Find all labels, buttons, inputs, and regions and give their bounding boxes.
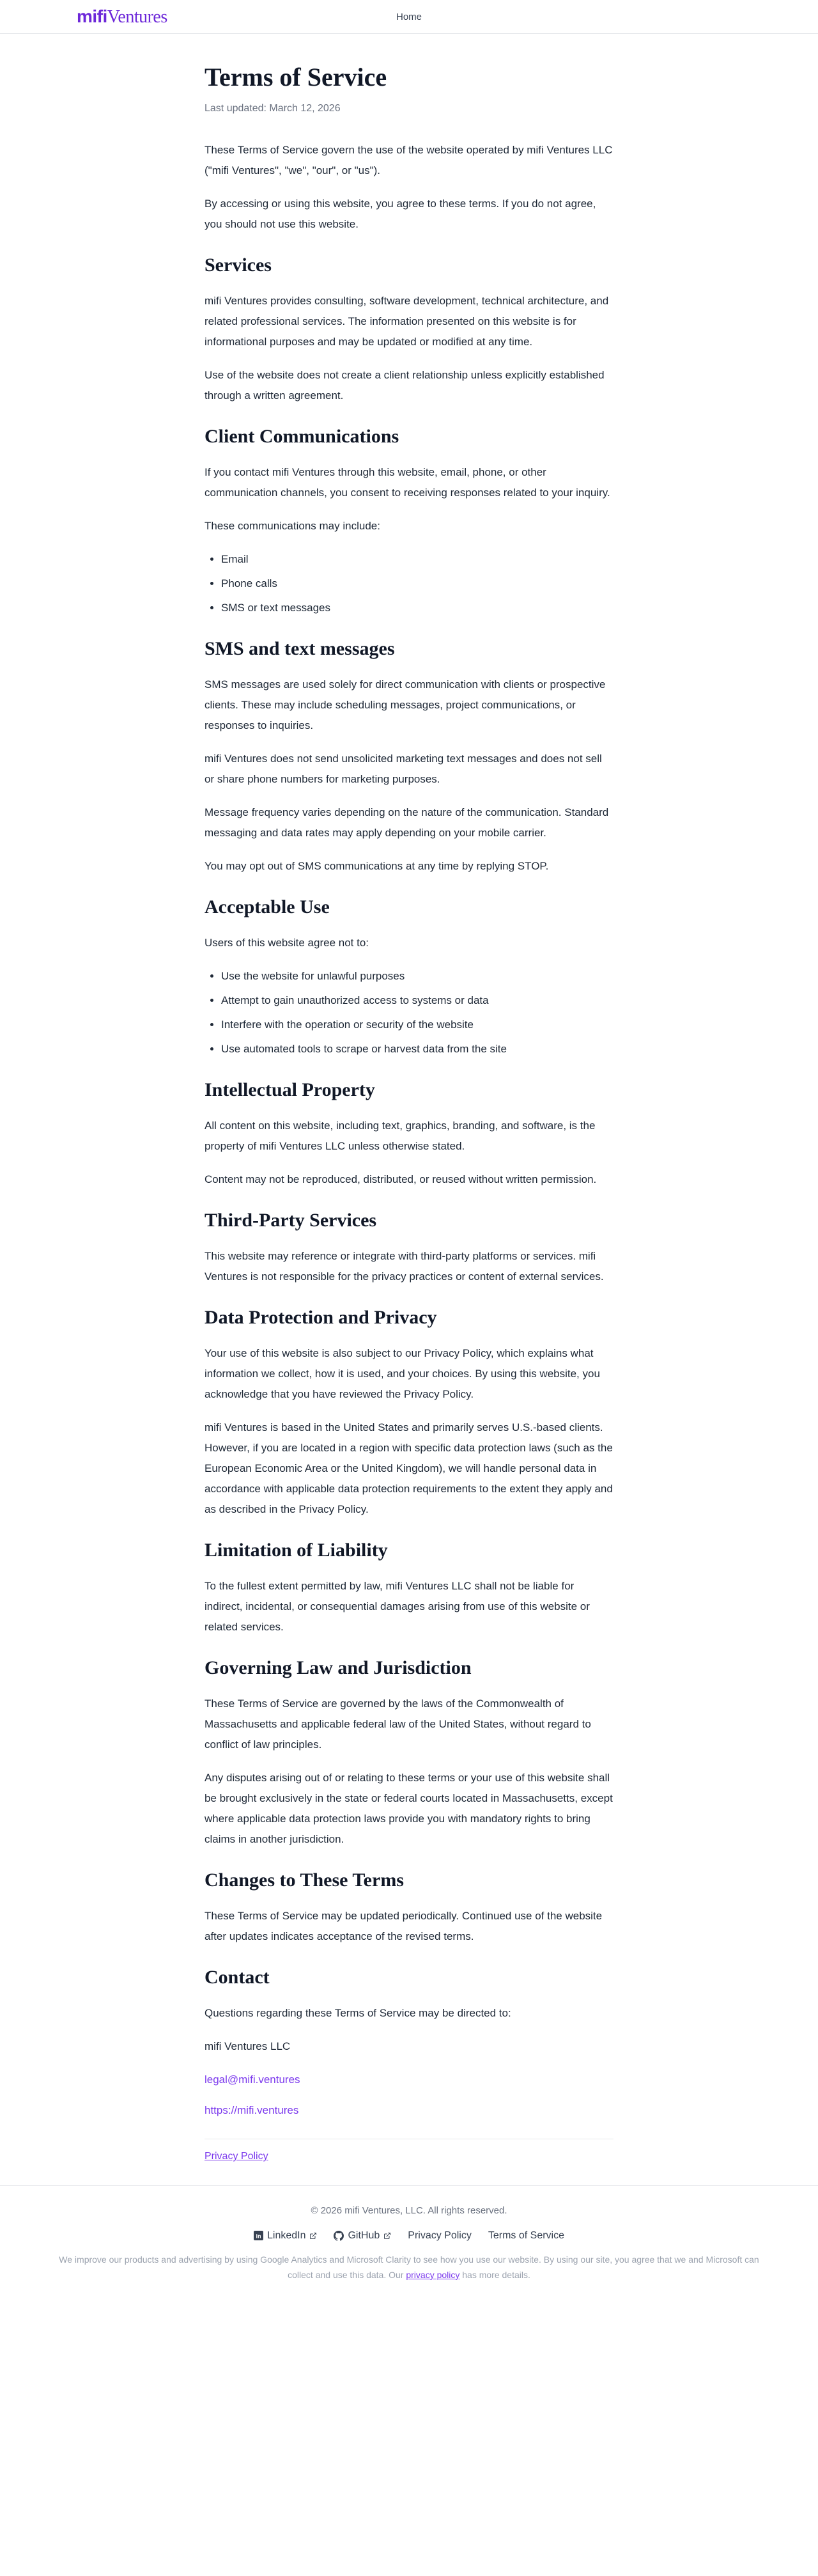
section-heading: Contact bbox=[204, 1967, 270, 1988]
list-item: • Email bbox=[221, 549, 614, 570]
footer-link-github[interactable] bbox=[334, 2230, 391, 2242]
external-link-icon bbox=[383, 2232, 391, 2240]
nav-link-home[interactable]: Home bbox=[396, 11, 422, 22]
section-paragraph: SMS messages are used solely for direct communication with clients or prospective clients. These may include scheduling messages, project communications, or responses to inquiries. bbox=[204, 678, 606, 732]
list-item: • Use the website for unlawful purposes bbox=[221, 966, 614, 987]
section-paragraph: All content on this website, including text, graphics, branding, and software, is the property of mifi Ventures LLC unless otherwise stated. bbox=[204, 1120, 596, 1153]
contact-email-link[interactable]: legal@mifi.ventures bbox=[204, 2073, 300, 2086]
footer-link-label: Privacy Policy bbox=[408, 2229, 472, 2241]
section-intellectual-property bbox=[204, 1079, 614, 1190]
section-heading: Data Protection and Privacy bbox=[204, 1307, 437, 1329]
section-heading: Governing Law and Jurisdiction bbox=[204, 1657, 472, 1679]
analytics-disclosure bbox=[51, 2252, 767, 2283]
copyright-text: © 2026 mifi Ventures, LLC. All rights reserved. bbox=[311, 2205, 507, 2217]
section-paragraph: These Terms of Service are governed by the laws of the Commonwealth of Massachusetts and applicable federal law of the United States, without regard to conflict of law principles. bbox=[204, 1698, 591, 1751]
section-changes bbox=[204, 1869, 614, 1947]
brand-logo[interactable] bbox=[77, 8, 167, 26]
list-item: • Phone calls bbox=[221, 574, 614, 594]
section-heading: Limitation of Liability bbox=[204, 1540, 388, 1561]
terms-of-service-article bbox=[204, 34, 614, 2162]
intro-paragraph: By accessing or using this website, you agree to these terms. If you do not agree, you should not use this website. bbox=[204, 198, 596, 231]
footer-link-terms-of-service[interactable] bbox=[488, 2230, 564, 2242]
section-paragraph: Your use of this website is also subject to our Privacy Policy, which explains what information we collect, how it is used, and your choices. By using this website, you acknowledge that you have reviewed the Privacy Policy. bbox=[204, 1347, 600, 1401]
brand-logo-mifi: mifi bbox=[77, 6, 107, 26]
disclosure-text: We improve our products and advertising by using Google Analytics and Microsoft Clarity to see how you use our website. By using our site, you agree that we and Microsoft can collect and use this data. Our bbox=[59, 2254, 759, 2280]
section-heading: Services bbox=[204, 254, 272, 276]
section-heading: Intellectual Property bbox=[204, 1079, 375, 1101]
linkedin-icon bbox=[254, 2231, 263, 2240]
communications-list bbox=[204, 549, 614, 618]
svg-text:in: in bbox=[256, 2233, 261, 2240]
main-nav bbox=[396, 12, 422, 22]
list-item: • Interfere with the operation or security of the website bbox=[221, 1015, 614, 1035]
contact-website-link[interactable]: https://mifi.ventures bbox=[204, 2104, 299, 2117]
footer-link-label: Terms of Service bbox=[488, 2229, 564, 2241]
section-paragraph: This website may reference or integrate with third-party platforms or services. mifi Ventures is not responsible for the privacy practices or content of external services. bbox=[204, 1250, 604, 1283]
disclosure-text: has more details. bbox=[459, 2269, 530, 2280]
github-icon bbox=[334, 2231, 344, 2241]
section-paragraph: mifi Ventures provides consulting, software development, technical architecture, and related professional services. The information presented on this website is for informational purposes and may be updated or modified at any time. bbox=[204, 295, 609, 348]
section-paragraph: mifi Ventures does not send unsolicited marketing text messages and does not sell or share phone numbers for marketing purposes. bbox=[204, 753, 602, 786]
section-paragraph: Any disputes arising out of or relating to these terms or your use of this website shall be brought exclusively in the state or federal courts located in Massachusetts, except where applicable data protection laws provide you with mandatory rights to bring claims in another jurisdiction. bbox=[204, 1772, 613, 1846]
footer-link-privacy-policy[interactable] bbox=[408, 2230, 472, 2242]
list-item: • Attempt to gain unauthorized access to systems or data bbox=[221, 990, 614, 1011]
section-heading: Client Communications bbox=[204, 426, 399, 448]
section-limitation-liability bbox=[204, 1539, 614, 1637]
section-paragraph: mifi Ventures is based in the United States and primarily serves U.S.-based clients. However, if you are located in a region with specific data protection laws (such as the European Economic Area or the United Kingdom), we will handle personal data in accordance with applicable data protection requirements to the extent they apply and as described in the Privacy Policy. bbox=[204, 1421, 613, 1516]
contact-company-name: mifi Ventures LLC bbox=[204, 2040, 291, 2053]
acceptable-use-list bbox=[204, 966, 614, 1059]
last-updated-date: Last updated: March 12, 2026 bbox=[204, 103, 341, 114]
section-acceptable-use bbox=[204, 896, 614, 1059]
section-heading: Changes to These Terms bbox=[204, 1870, 404, 1891]
section-paragraph: If you contact mifi Ventures through this website, email, phone, or other communication channels, you consent to receiving responses related to your inquiry. bbox=[204, 466, 610, 499]
section-data-protection bbox=[204, 1306, 614, 1520]
footer-link-linkedin[interactable] bbox=[254, 2230, 318, 2242]
brand-logo-ventures: Ventures bbox=[107, 6, 167, 27]
section-heading: SMS and text messages bbox=[204, 638, 395, 660]
section-client-communications bbox=[204, 425, 614, 618]
section-heading: Acceptable Use bbox=[204, 896, 330, 918]
list-item: • SMS or text messages bbox=[221, 598, 614, 618]
section-paragraph: Message frequency varies depending on the nature of the communication. Standard messaging and data rates may apply depending on your mobile carrier. bbox=[204, 806, 609, 839]
external-link-icon bbox=[309, 2232, 317, 2240]
page-title: Terms of Service bbox=[204, 63, 387, 91]
privacy-policy-link[interactable]: Privacy Policy bbox=[204, 2151, 268, 2162]
intro-paragraph: These Terms of Service govern the use of the website operated by mifi Ventures LLC ("mifi Ventures", "we", "our", or "us"). bbox=[204, 144, 613, 177]
section-paragraph: Use of the website does not create a client relationship unless explicitly established through a written agreement. bbox=[204, 369, 605, 402]
section-contact bbox=[204, 1966, 614, 2121]
section-paragraph: Questions regarding these Terms of Service may be directed to: bbox=[204, 2007, 511, 2020]
section-paragraph: These Terms of Service may be updated periodically. Continued use of the website after updates indicates acceptance of the revised terms. bbox=[204, 1910, 603, 1943]
section-paragraph: To the fullest extent permitted by law, mifi Ventures LLC shall not be liable for indirect, incidental, or consequential damages arising from use of this website or related services. bbox=[204, 1580, 590, 1634]
section-third-party bbox=[204, 1209, 614, 1287]
section-paragraph: Content may not be reproduced, distributed, or reused without written permission. bbox=[204, 1173, 597, 1186]
section-heading: Third-Party Services bbox=[204, 1210, 377, 1231]
fine-print-privacy-policy-link[interactable]: privacy policy bbox=[406, 2269, 460, 2280]
section-paragraph: These communications may include: bbox=[204, 520, 380, 533]
site-footer bbox=[0, 2185, 818, 2321]
footer-link-label: LinkedIn bbox=[266, 2229, 306, 2241]
footer-links bbox=[0, 2230, 818, 2242]
section-paragraph: Users of this website agree not to: bbox=[204, 937, 369, 949]
footer-link-label: GitHub bbox=[348, 2229, 380, 2241]
section-services bbox=[204, 254, 614, 406]
site-header bbox=[0, 0, 818, 34]
list-item: • Use automated tools to scrape or harvest data from the site bbox=[221, 1039, 614, 1059]
section-sms bbox=[204, 637, 614, 877]
section-paragraph: You may opt out of SMS communications at any time by replying STOP. bbox=[204, 860, 549, 873]
section-governing-law bbox=[204, 1657, 614, 1850]
